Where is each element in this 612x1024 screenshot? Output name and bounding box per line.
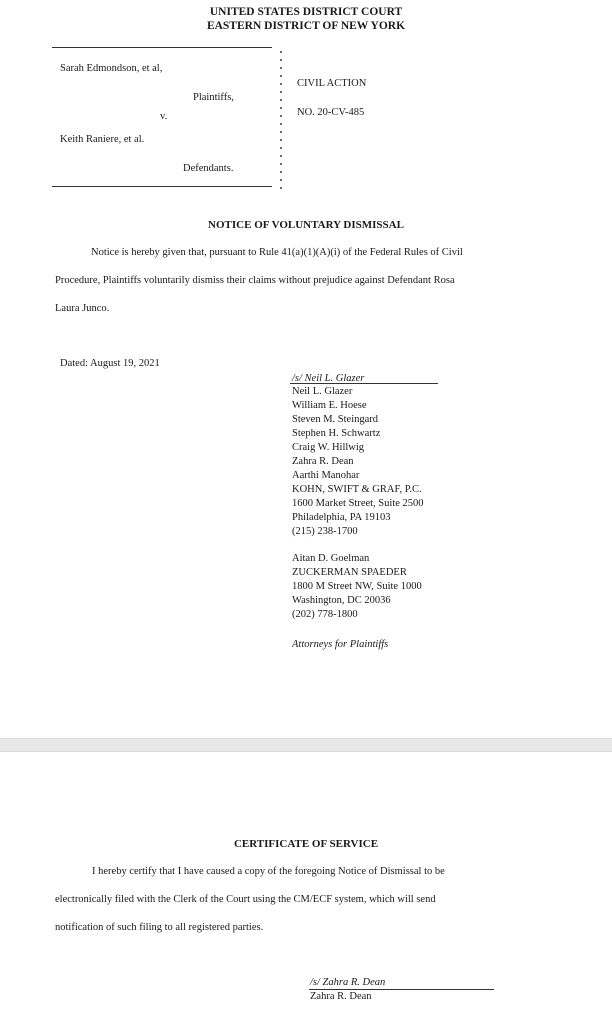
counsel2-line: ZUCKERMAN SPAEDER [292,567,407,578]
notice-body-line-2: Procedure, Plaintiffs voluntarily dismiss their claims without prejudice against Defendant Rosa [55,275,455,286]
signature-line-2 [309,989,494,990]
signer-name: Zahra R. Dean [310,991,372,1002]
notice-title: NOTICE OF VOLUNTARY DISMISSAL [208,219,404,231]
court-name-line2: EASTERN DISTRICT OF NEW YORK [206,20,406,32]
signature-zahra-dean: /s/ Zahra R. Dean [310,977,386,988]
counsel2-line: Washington, DC 20036 [292,595,391,606]
certificate-title: CERTIFICATE OF SERVICE [233,838,379,850]
counsel1-line: 1600 Market Street, Suite 2500 [292,498,424,509]
signature-line [290,383,438,384]
plaintiff-name: Sarah Edmondson, et al, [60,63,163,74]
counsel1-line: Steven M. Steingard [292,414,379,425]
counsel-block-zuckerman [292,553,492,633]
court-name-line1: UNITED STATES DISTRICT COURT [209,6,403,18]
counsel1-line: KOHN, SWIFT & GRAF, P.C. [292,484,422,495]
versus-label: v. [160,111,168,122]
certificate-line-1: I hereby certify that I have caused a copy of the foregoing Notice of Dismissal to be [92,866,445,877]
dated-line: Dated: August 19, 2021 [60,358,160,369]
counsel1-line: Zahra R. Dean [292,456,354,467]
counsel1-line: Craig W. Hillwig [292,442,365,453]
certificate-line-3: notification of such filing to all registered parties. [55,922,264,933]
counsel2-line: Aitan D. Goelman [292,553,370,564]
certificate-line-2: electronically filed with the Clerk of the Court using the CM/ECF system, which will send [55,894,436,905]
case-number: NO. 20-CV-485 [297,107,365,118]
counsel1-line: William E. Hoese [292,400,367,411]
caption-divider [279,48,283,190]
counsel-block-kohn-swift [292,386,492,546]
counsel1-line: Aarthi Manohar [292,470,360,481]
defendant-role: Defendants. [183,163,234,174]
counsel1-line: (215) 238-1700 [292,526,358,537]
page-break [0,738,612,752]
counsel1-line: Neil L. Glazer [292,386,353,397]
signature-neil-glazer: /s/ Neil L. Glazer [292,373,365,384]
notice-body-line-3: Laura Junco. [55,303,110,314]
attorneys-for-plaintiffs: Attorneys for Plaintiffs [292,639,389,650]
caption-top-rule [52,47,272,48]
counsel2-line: 1800 M Street NW, Suite 1000 [292,581,422,592]
counsel1-line: Stephen H. Schwartz [292,428,381,439]
counsel1-line: Philadelphia, PA 19103 [292,512,391,523]
defendant-name: Keith Raniere, et al. [60,134,145,145]
plaintiff-role: Plaintiffs, [193,92,234,103]
notice-body-line-1: Notice is hereby given that, pursuant to Rule 41(a)(1)(A)(i) of the Federal Rules of Civil [91,247,463,258]
civil-action-label: CIVIL ACTION [297,78,367,89]
document-page-2 [0,752,612,1024]
counsel2-line: (202) 778-1800 [292,609,358,620]
caption-bottom-rule [52,186,272,187]
